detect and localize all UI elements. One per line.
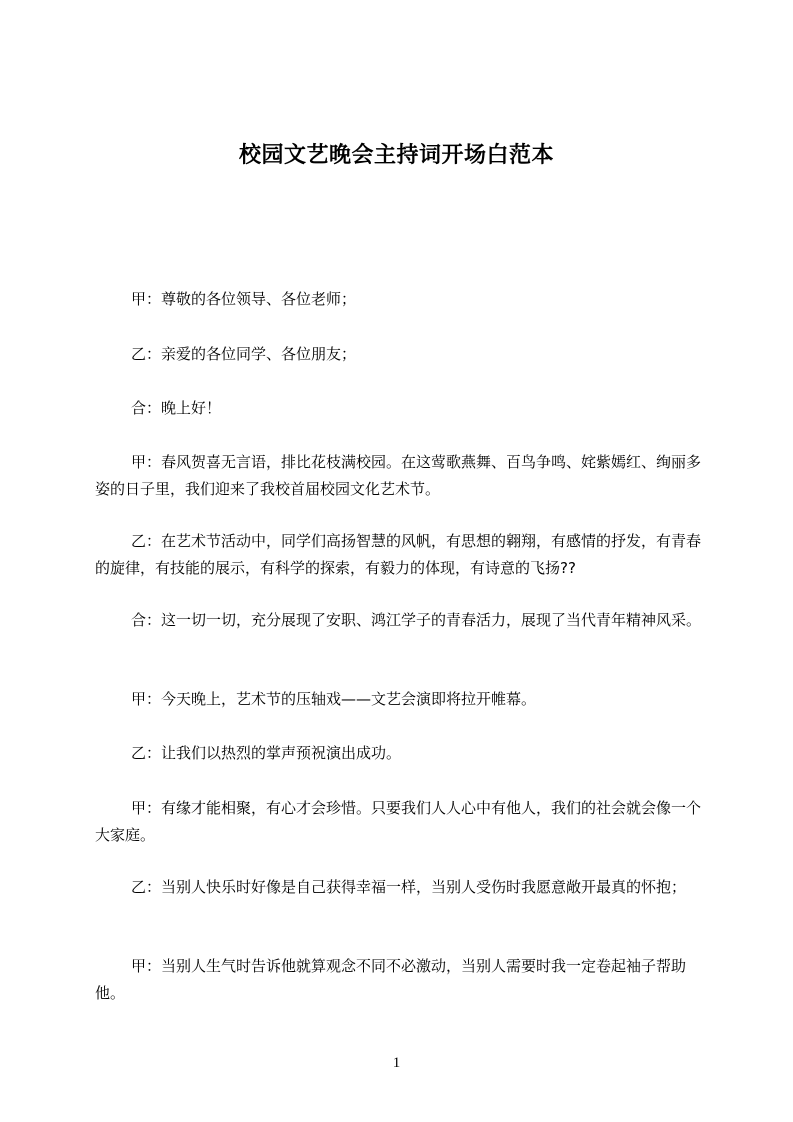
paragraph: 甲：有缘才能相聚，有心才会珍惜。只要我们人人心中有他人，我们的社会就会像一个大家庭。 xyxy=(95,799,702,844)
paragraph: 甲：春风贺喜无言语，排比花枝满校园。在这莺歌燕舞、百鸟争鸣、姹紫嫣红、绚丽多姿的日子里，我们迎来了我校首届校园文化艺术节。 xyxy=(95,453,702,498)
paragraph: 甲：今天晚上，艺术节的压轴戏——文艺会演即将拉开帷幕。 xyxy=(131,690,537,708)
paragraph: 乙：让我们以热烈的掌声预祝演出成功。 xyxy=(131,744,402,762)
paragraph: 乙：亲爱的各位同学、各位朋友； xyxy=(131,345,357,363)
page-number: 1 xyxy=(392,1055,401,1071)
document-title: 校园文艺晚会主持词开场白范本 xyxy=(238,143,554,168)
paragraph: 甲：尊敬的各位领导、各位老师； xyxy=(131,290,357,308)
paragraph: 乙：在艺术节活动中，同学们高扬智慧的风帆，有思想的翱翔，有感情的抒发，有青春的旋律，有技能的展示，有科学的探索，有毅力的体现，有诗意的飞扬?? xyxy=(95,532,702,577)
paragraph: 合：这一切一切，充分展现了安职、鸿江学子的青春活力，展现了当代青年精神风采。 xyxy=(131,611,702,629)
paragraph: 乙：当别人快乐时好像是自己获得幸福一样，当别人受伤时我愿意敞开最真的怀抱； xyxy=(131,878,687,896)
paragraph: 甲：当别人生气时告诉他就算观念不同不必激动，当别人需要时我一定卷起袖子帮助他。 xyxy=(95,957,687,1002)
paragraph: 合：晚上好！ xyxy=(131,399,222,417)
